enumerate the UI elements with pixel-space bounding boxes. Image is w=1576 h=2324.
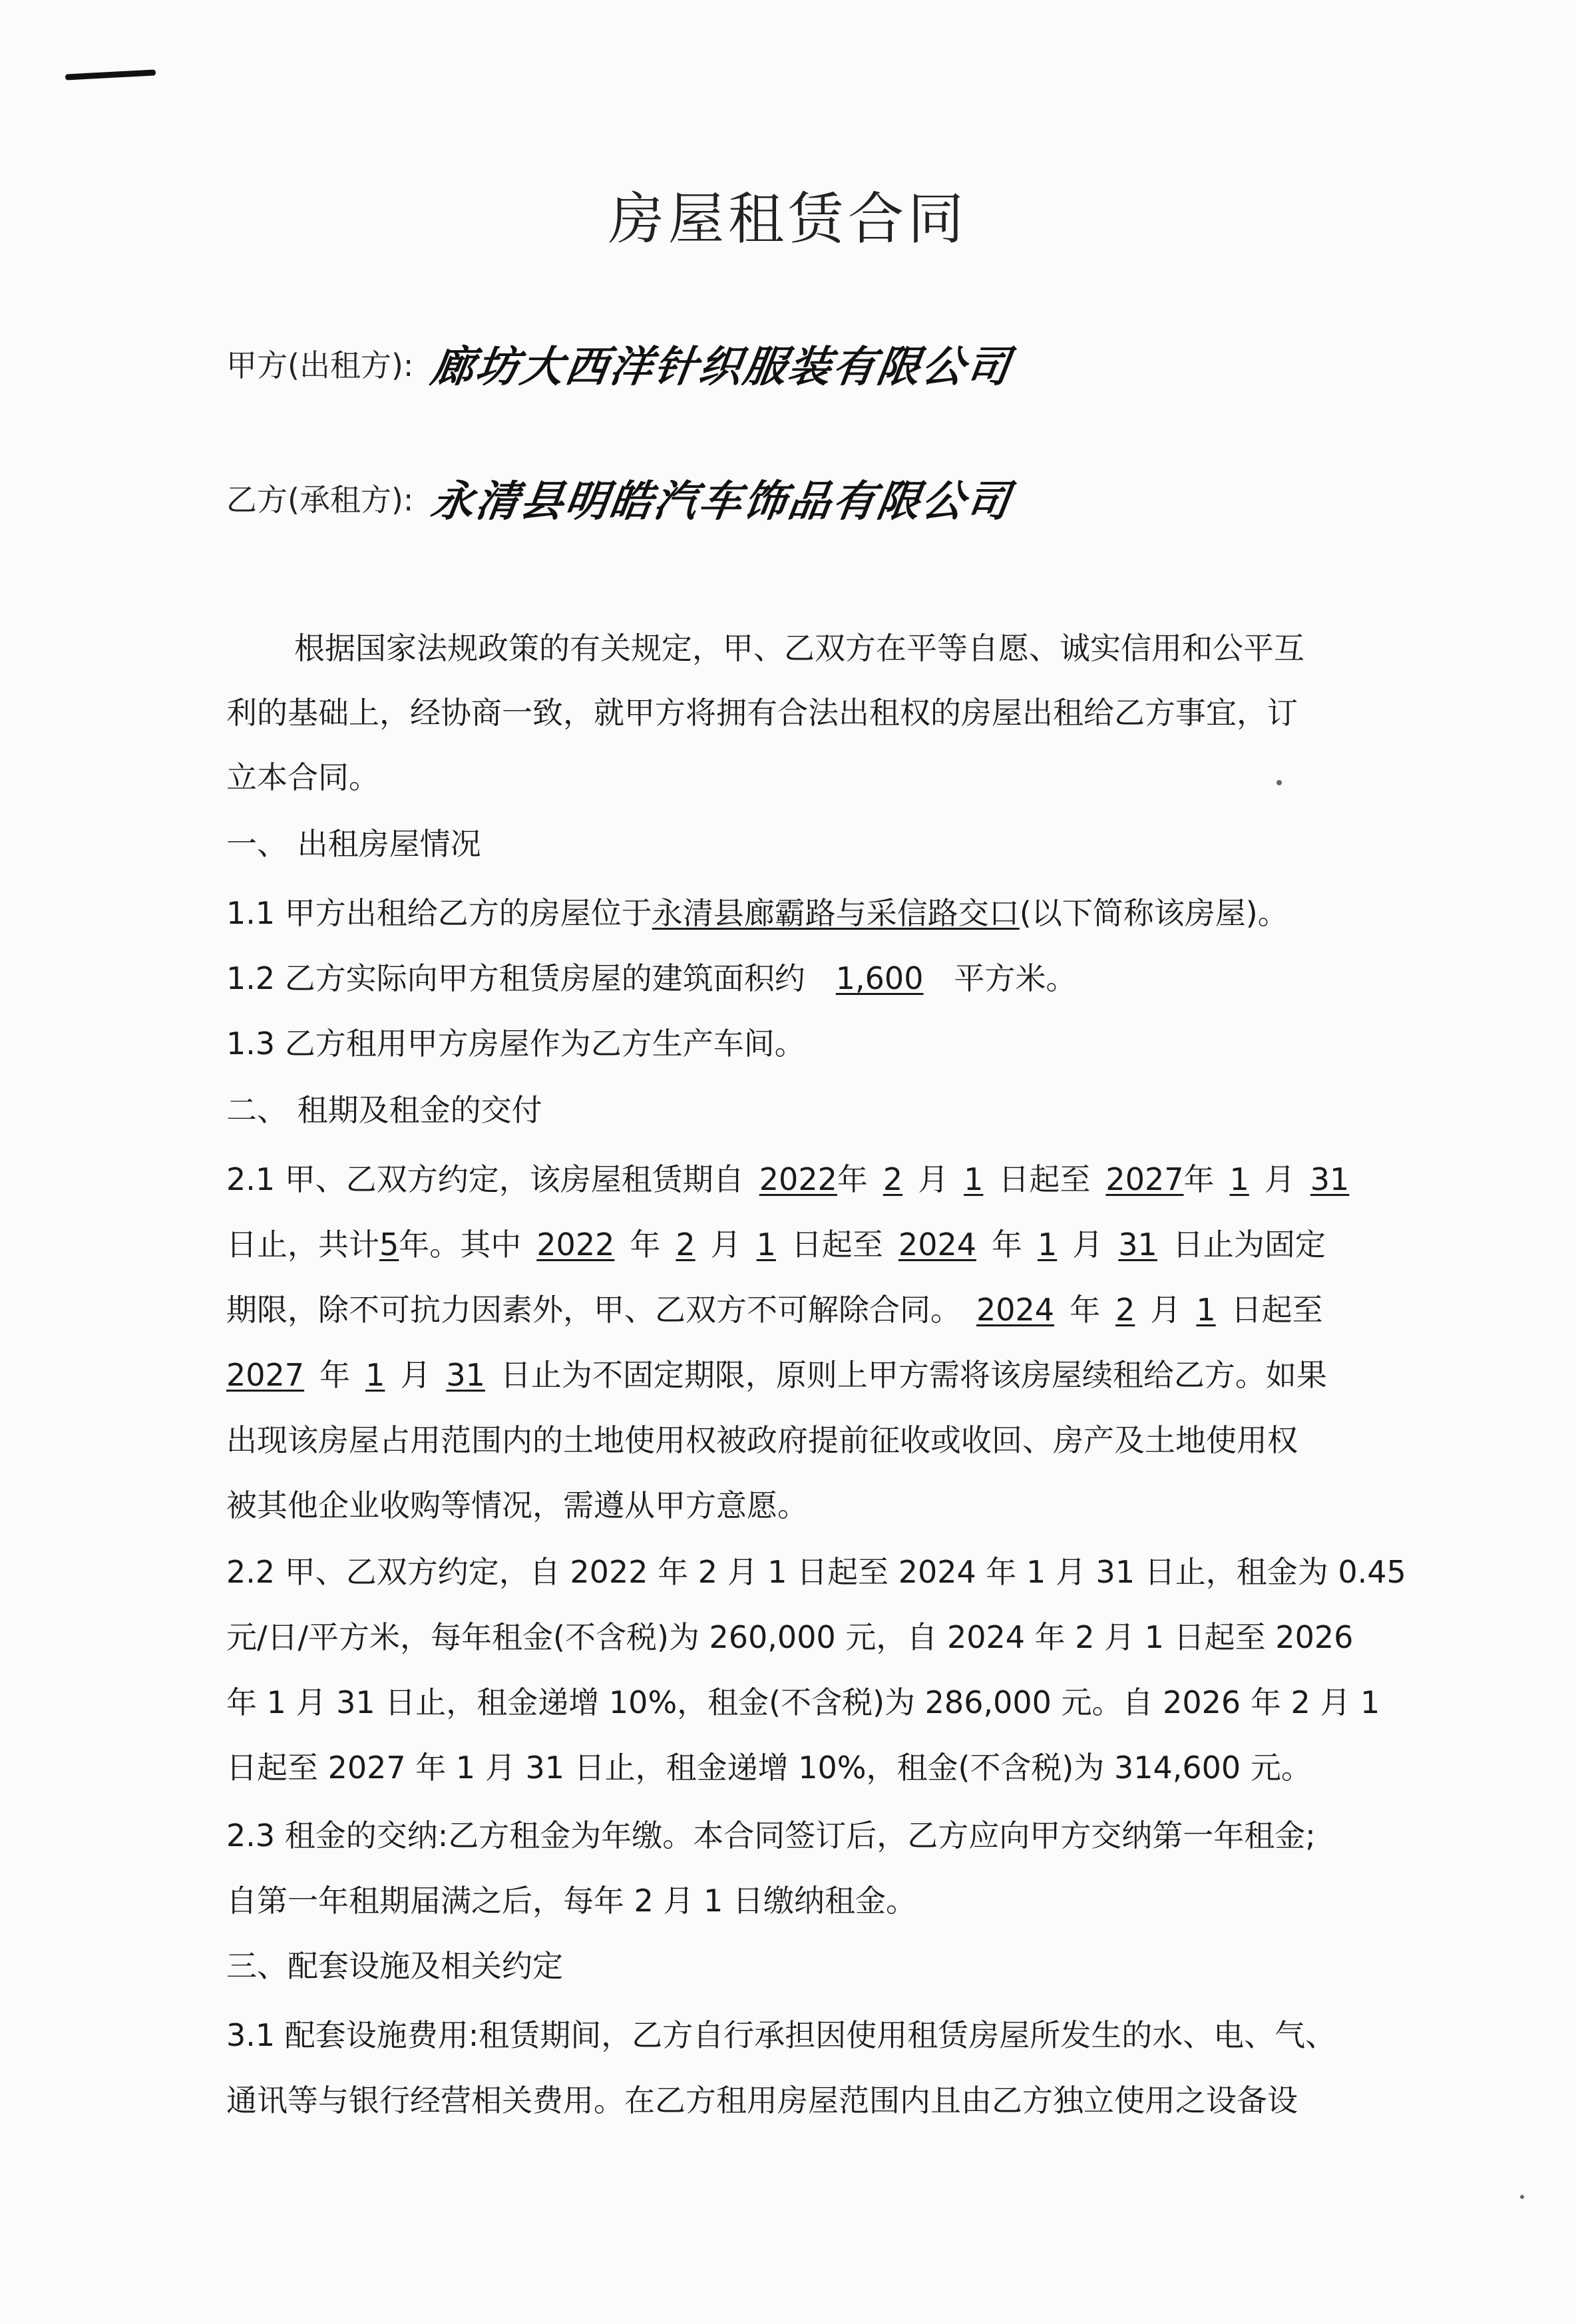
clause-1-2: 1.2 乙方实际向甲方租赁房屋的建筑面积约 1,600 平方米。 (226, 960, 1077, 996)
clause-2-1-line: 期限，除不可抗力因素外，甲、乙双方不可解除合同。 2024 年 2 月 1 日起至 (226, 1292, 1323, 1328)
section-3-heading: 三、配套设施及相关约定 (226, 1948, 563, 1984)
clause-2-3-line: 2.3 租金的交纳:乙方租金为年缴。本合同签订后，乙方应向甲方交纳第一年租金; (226, 1818, 1316, 1853)
clause-2-1-line: 被其他企业收购等情况，需遵从甲方意愿。 (226, 1487, 808, 1523)
section-2-heading: 二、 租期及租金的交付 (226, 1092, 542, 1128)
party-b-label: 乙方(承租方): (226, 482, 414, 518)
clause-2-1-line: 2027 年 1 月 31 日止为不固定期限，原则上甲方需将该房屋续租给乙方。如果 (226, 1357, 1327, 1393)
clause-1-1: 1.1 甲方出租给乙方的房屋位于永清县廊霸路与采信路交口(以下简称该房屋)。 (226, 895, 1288, 931)
party-a-handwritten-name: 廊坊大西洋针织服装有限公司 (428, 342, 1015, 392)
clause-2-2-line: 日起至 2027 年 1 月 31 日止，租金递增 10%，租金(不含税)为 314,600 元。 (226, 1750, 1312, 1786)
section-1-heading: 一、 出租房屋情况 (226, 826, 481, 862)
party-b (226, 467, 1015, 528)
scan-speck (1520, 2195, 1524, 2199)
party-b-handwritten-name: 永清县明皓汽车饰品有限公司 (428, 477, 1015, 526)
ink-mark (65, 69, 156, 80)
clause-3-1-line: 3.1 配套设施费用:租赁期间，乙方自行承担因使用租赁房屋所发生的水、电、气、 (226, 2017, 1336, 2053)
clause-1-3: 1.3 乙方租用甲方房屋作为乙方生产车间。 (226, 1026, 805, 1062)
document-title: 房屋租赁合同 (608, 186, 968, 252)
party-a-label: 甲方(出租方): (226, 347, 414, 383)
clause-3-1-line: 通讯等与银行经营相关费用。在乙方租用房屋范围内且由乙方独立使用之设备设 (226, 2082, 1298, 2118)
intro-line: 利的基础上，经协商一致，就甲方将拥有合法出租权的房屋出租给乙方事宜，订 (226, 695, 1298, 731)
clause-2-3-line: 自第一年租期届满之后，每年 2 月 1 日缴纳租金。 (226, 1883, 917, 1919)
clause-2-1-line: 日止，共计5年。其中 2022 年 2 月 1 日起至 2024 年 1 月 31 日止为固定 (226, 1227, 1326, 1262)
party-a (226, 333, 1015, 394)
intro-line: 立本合同。 (226, 759, 379, 795)
intro-line: 根据国家法规政策的有关规定，甲、乙双方在平等自愿、诚实信用和公平互 (294, 630, 1304, 666)
scan-speck (1277, 780, 1282, 785)
clause-2-1-line: 2.1 甲、乙双方约定，该房屋租赁期自 2022年 2 月 1 日起至 2027年 1 月 31 (226, 1161, 1350, 1197)
clause-2-2-line: 年 1 月 31 日止，租金递增 10%，租金(不含税)为 286,000 元。自 2026 年 2 月 1 (226, 1684, 1380, 1720)
clause-2-2-line: 元/日/平方米，每年租金(不含税)为 260,000 元，自 2024 年 2 月 1 日起至 2026 (226, 1619, 1354, 1655)
clause-2-1-line: 出现该房屋占用范围内的土地使用权被政府提前征收或收回、房产及土地使用权 (226, 1422, 1298, 1458)
clause-2-2-line: 2.2 甲、乙双方约定，自 2022 年 2 月 1 日起至 2024 年 1 月 31 日止，租金为 0.45 (226, 1554, 1406, 1590)
